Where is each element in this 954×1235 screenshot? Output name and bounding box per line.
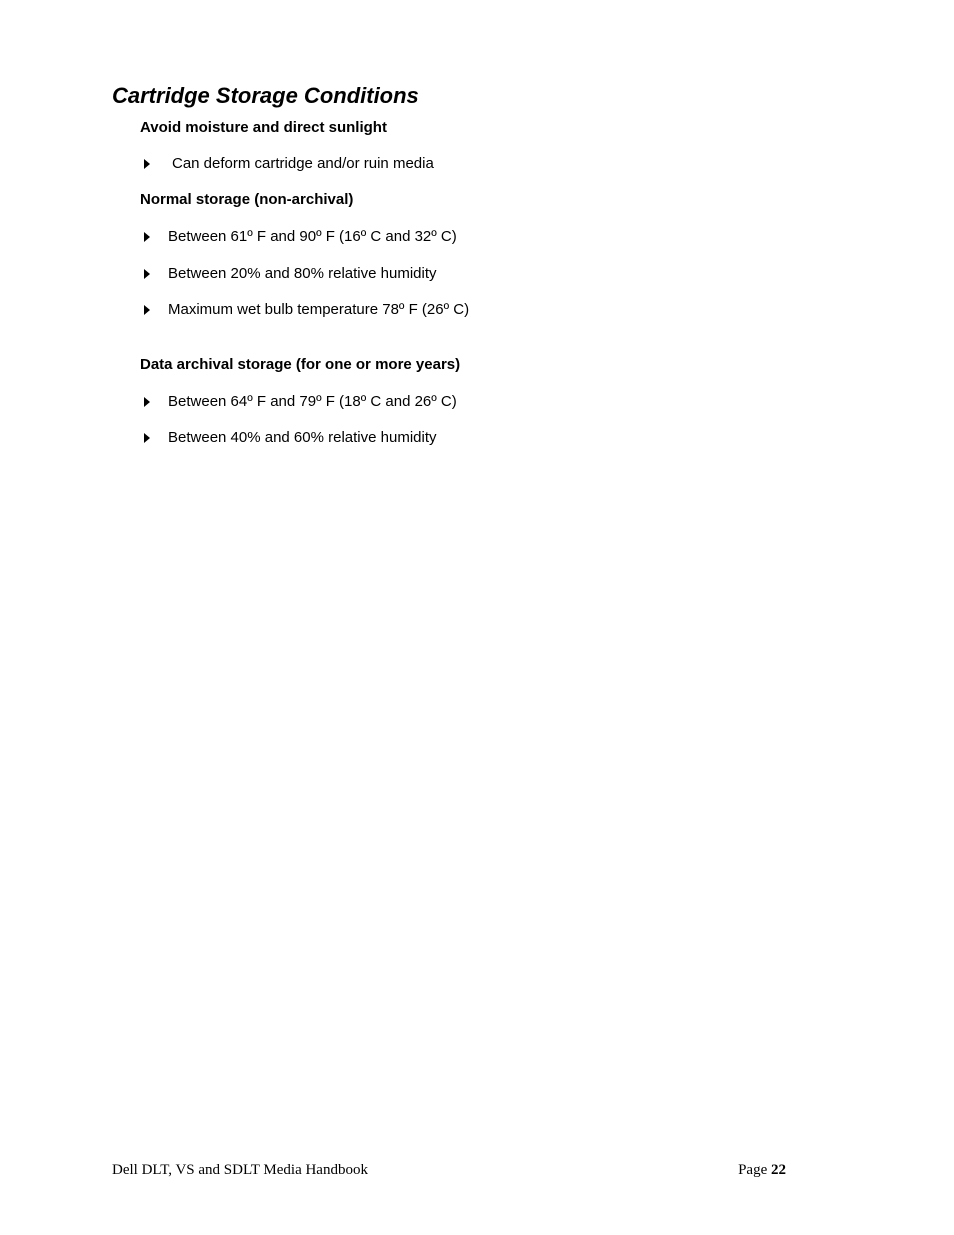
footer-page-indicator [738, 1160, 786, 1180]
page-title: Cartridge Storage Conditions [112, 83, 419, 108]
footer-handbook-title: Dell DLT, VS and SDLT Media Handbook [112, 1162, 368, 1178]
triangle-right-icon [144, 392, 156, 412]
list-item-text: Between 40% and 60% relative humidity [168, 429, 437, 446]
section-heading-normal-storage: Normal storage (non-archival) [140, 191, 354, 208]
list-item [144, 264, 437, 284]
list-item-text: Between 20% and 80% relative humidity [168, 265, 437, 282]
list-item-text: Can deform cartridge and/or ruin media [172, 155, 434, 172]
triangle-right-icon [144, 428, 156, 448]
list-item-text: Maximum wet bulb temperature 78º F (26º C) [168, 301, 470, 318]
triangle-right-icon [144, 227, 156, 247]
list-item [144, 392, 457, 412]
list-item [144, 300, 469, 320]
triangle-right-icon [144, 264, 156, 284]
triangle-right-icon [144, 300, 156, 320]
section-heading-archival-storage: Data archival storage (for one or more years) [140, 356, 461, 373]
list-item-text: Between 64º F and 79º F (18º C and 26º C) [168, 393, 457, 410]
section-heading-avoid-moisture: Avoid moisture and direct sunlight [140, 119, 387, 136]
list-item [144, 154, 434, 174]
list-item [144, 227, 457, 247]
footer-page-label: Page [738, 1162, 768, 1178]
list-item [144, 428, 437, 448]
footer-page-number: 22 [771, 1162, 786, 1178]
list-item-text: Between 61º F and 90º F (16º C and 32º C) [168, 228, 457, 245]
triangle-right-icon [144, 154, 156, 174]
